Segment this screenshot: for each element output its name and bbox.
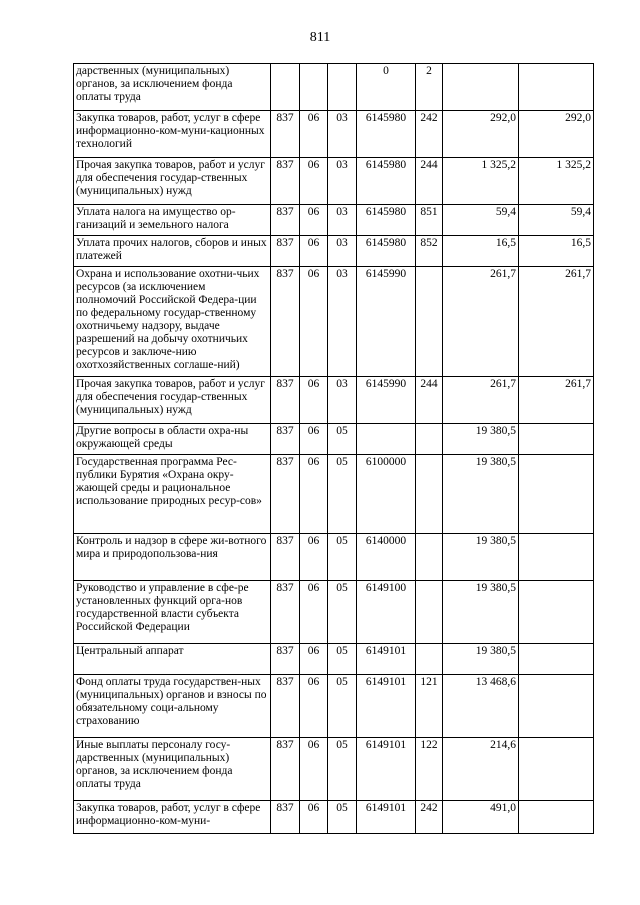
section-code-cell: 06 (300, 644, 328, 675)
ministry-code-cell (271, 64, 300, 111)
article-code-cell (357, 424, 416, 455)
table-row (74, 111, 594, 158)
section-code-cell: 06 (300, 801, 328, 834)
subsection-code-cell: 03 (328, 205, 357, 236)
ministry-code-cell: 837 (271, 424, 300, 455)
row-name-cell: Контроль и надзор в сфере жи-вотного мира и природопользова-ния (74, 534, 271, 581)
ministry-code-cell: 837 (271, 534, 300, 581)
section-code-cell: 06 (300, 455, 328, 534)
amount-1-cell (443, 64, 519, 111)
table-row (74, 675, 594, 738)
ministry-code-cell: 837 (271, 267, 300, 377)
row-name-cell: Руководство и управление в сфе-ре установленных функций орга-нов государственной власти субъекта Российской Федерации (74, 581, 271, 644)
row-name-cell: Другие вопросы в области охра-ны окружающей среды (74, 424, 271, 455)
amount-2-cell: 1 325,2 (519, 158, 594, 205)
section-code-cell: 06 (300, 534, 328, 581)
table-row (74, 581, 594, 644)
subsection-code-cell: 05 (328, 675, 357, 738)
amount-1-cell: 491,0 (443, 801, 519, 834)
amount-2-cell (519, 675, 594, 738)
table-row (74, 644, 594, 675)
budget-table (73, 63, 594, 834)
article-code-cell: 6140000 (357, 534, 416, 581)
article-code-cell: 6149101 (357, 801, 416, 834)
article-code-cell: 6149101 (357, 738, 416, 801)
ministry-code-cell: 837 (271, 801, 300, 834)
table-row (74, 455, 594, 534)
amount-1-cell: 13 468,6 (443, 675, 519, 738)
subsection-code-cell: 03 (328, 158, 357, 205)
subsection-code-cell: 05 (328, 455, 357, 534)
amount-1-cell: 59,4 (443, 205, 519, 236)
page-number: 811 (309, 30, 331, 45)
article-code-cell: 6145980 (357, 205, 416, 236)
subsection-code-cell: 03 (328, 111, 357, 158)
expense-type-code-cell: 244 (416, 377, 443, 424)
article-code-cell: 6145980 (357, 111, 416, 158)
table-row (74, 158, 594, 205)
expense-type-code-cell: 852 (416, 236, 443, 267)
table-row (74, 738, 594, 801)
table-row (74, 534, 594, 581)
article-code-cell: 6149101 (357, 644, 416, 675)
section-code-cell (300, 64, 328, 111)
table-row (74, 267, 594, 377)
section-code-cell: 06 (300, 377, 328, 424)
amount-2-cell: 16,5 (519, 236, 594, 267)
section-code-cell: 06 (300, 111, 328, 158)
row-name-cell: Прочая закупка товаров, работ и услуг для обеспечения государ-ственных (муниципальных) нужд (74, 377, 271, 424)
expense-type-code-cell: 851 (416, 205, 443, 236)
expense-type-code-cell: 242 (416, 111, 443, 158)
ministry-code-cell: 837 (271, 675, 300, 738)
amount-1-cell: 261,7 (443, 377, 519, 424)
section-code-cell: 06 (300, 581, 328, 644)
section-code-cell: 06 (300, 738, 328, 801)
subsection-code-cell: 03 (328, 236, 357, 267)
row-name-cell: Уплата налога на имущество ор-ганизаций и земельного налога (74, 205, 271, 236)
ministry-code-cell: 837 (271, 644, 300, 675)
table-row (74, 801, 594, 834)
expense-type-code-cell: 244 (416, 158, 443, 205)
section-code-cell: 06 (300, 675, 328, 738)
ministry-code-cell: 837 (271, 111, 300, 158)
article-code-cell: 6100000 (357, 455, 416, 534)
expense-type-code-cell (416, 644, 443, 675)
amount-1-cell: 19 380,5 (443, 581, 519, 644)
ministry-code-cell: 837 (271, 581, 300, 644)
amount-1-cell: 292,0 (443, 111, 519, 158)
table-row (74, 377, 594, 424)
expense-type-code-cell: 121 (416, 675, 443, 738)
amount-1-cell: 19 380,5 (443, 424, 519, 455)
amount-2-cell (519, 644, 594, 675)
row-name-cell: Прочая закупка товаров, работ и услуг для обеспечения государ-ственных (муниципальных) нужд (74, 158, 271, 205)
article-code-cell: 6145980 (357, 158, 416, 205)
amount-1-cell: 261,7 (443, 267, 519, 377)
amount-1-cell: 19 380,5 (443, 455, 519, 534)
amount-2-cell: 261,7 (519, 377, 594, 424)
subsection-code-cell: 05 (328, 581, 357, 644)
amount-1-cell: 19 380,5 (443, 534, 519, 581)
expense-type-code-cell (416, 267, 443, 377)
section-code-cell: 06 (300, 267, 328, 377)
subsection-code-cell (328, 64, 357, 111)
amount-2-cell (519, 801, 594, 834)
row-name-cell: дарственных (муниципальных) органов, за исключением фонда оплаты труда (74, 64, 271, 111)
expense-type-code-cell: 2 (416, 64, 443, 111)
amount-1-cell: 214,6 (443, 738, 519, 801)
table-row (74, 205, 594, 236)
row-name-cell: Центральный аппарат (74, 644, 271, 675)
row-name-cell: Фонд оплаты труда государствен-ных (муниципальных) органов и взносы по обязательному соци-альному страхованию (74, 675, 271, 738)
subsection-code-cell: 03 (328, 267, 357, 377)
amount-1-cell: 1 325,2 (443, 158, 519, 205)
article-code-cell: 0 (357, 64, 416, 111)
section-code-cell: 06 (300, 205, 328, 236)
ministry-code-cell: 837 (271, 158, 300, 205)
article-code-cell: 6145990 (357, 267, 416, 377)
row-name-cell: Иные выплаты персоналу госу-дарственных (муниципальных) органов, за исключением фонда оплаты труда (74, 738, 271, 801)
row-name-cell: Уплата прочих налогов, сборов и иных платежей (74, 236, 271, 267)
row-name-cell: Охрана и использование охотни-чьих ресурсов (за исключением полномочий Российской Федера-ции по федеральному государ-ственному охотничьему надзору, выдаче разрешений на добычу охотничьих ресурсов и заключе-нию охотхозяйственных соглаше-ний) (74, 267, 271, 377)
table-row (74, 64, 594, 111)
amount-2-cell (519, 581, 594, 644)
ministry-code-cell: 837 (271, 455, 300, 534)
article-code-cell: 6149101 (357, 675, 416, 738)
expense-type-code-cell (416, 424, 443, 455)
amount-2-cell (519, 64, 594, 111)
expense-type-code-cell: 122 (416, 738, 443, 801)
ministry-code-cell: 837 (271, 205, 300, 236)
article-code-cell: 6145990 (357, 377, 416, 424)
ministry-code-cell: 837 (271, 236, 300, 267)
row-name-cell: Закупка товаров, работ, услуг в сфере информационно-ком-муни-кационных технологий (74, 111, 271, 158)
amount-2-cell: 261,7 (519, 267, 594, 377)
amount-2-cell (519, 738, 594, 801)
table-row (74, 236, 594, 267)
amount-1-cell: 19 380,5 (443, 644, 519, 675)
subsection-code-cell: 05 (328, 424, 357, 455)
row-name-cell: Закупка товаров, работ, услуг в сфере информационно-ком-муни- (74, 801, 271, 834)
subsection-code-cell: 05 (328, 534, 357, 581)
subsection-code-cell: 05 (328, 738, 357, 801)
amount-1-cell: 16,5 (443, 236, 519, 267)
expense-type-code-cell (416, 581, 443, 644)
expense-type-code-cell (416, 455, 443, 534)
section-code-cell: 06 (300, 236, 328, 267)
amount-2-cell: 59,4 (519, 205, 594, 236)
row-name-cell: Государственная программа Рес-публики Бурятия «Охрана окру-жающей среды и рациональное использование природных ресур-сов» (74, 455, 271, 534)
budget-table-body (74, 64, 594, 834)
ministry-code-cell: 837 (271, 377, 300, 424)
amount-2-cell: 292,0 (519, 111, 594, 158)
subsection-code-cell: 05 (328, 801, 357, 834)
expense-type-code-cell (416, 534, 443, 581)
subsection-code-cell: 05 (328, 644, 357, 675)
section-code-cell: 06 (300, 158, 328, 205)
article-code-cell: 6149100 (357, 581, 416, 644)
table-row (74, 424, 594, 455)
expense-type-code-cell: 242 (416, 801, 443, 834)
amount-2-cell (519, 455, 594, 534)
ministry-code-cell: 837 (271, 738, 300, 801)
subsection-code-cell: 03 (328, 377, 357, 424)
amount-2-cell (519, 424, 594, 455)
article-code-cell: 6145980 (357, 236, 416, 267)
section-code-cell: 06 (300, 424, 328, 455)
amount-2-cell (519, 534, 594, 581)
